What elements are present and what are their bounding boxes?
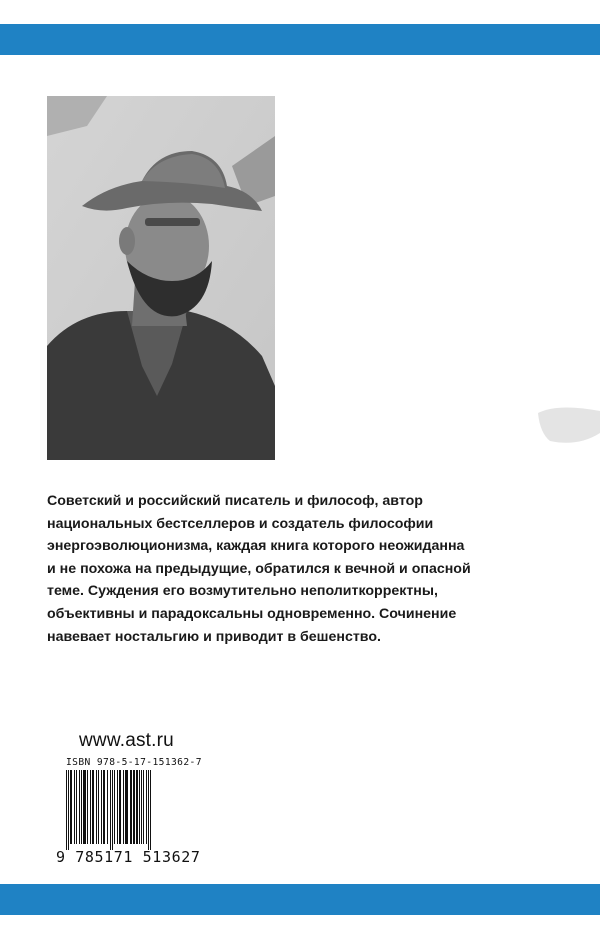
bottom-color-band <box>0 884 600 915</box>
description-line: теме. Суждения его возмутительно неполиткорректны, <box>47 583 438 600</box>
description-line: навевает ностальгию и приводит в бешенство. <box>47 628 381 645</box>
author-photo <box>47 96 275 460</box>
description-line: энергоэволюционизма, каждая книга которого неожиданна <box>47 538 465 555</box>
background-smudge <box>538 403 600 447</box>
description-line: Советский и российский писатель и философ, автор <box>47 493 423 509</box>
description-line: национальных бестселлеров и создатель философии <box>47 515 434 532</box>
description-line: и не похожа на предыдущие, обратился к вечной и опасной <box>47 560 471 577</box>
top-color-band <box>0 24 600 55</box>
barcode-digits: 9 785171 513627 <box>56 848 201 866</box>
isbn-label: ISBN 978-5-17-151362-7 <box>66 757 202 768</box>
author-description <box>47 490 477 648</box>
description-line: объективны и парадоксальны одновременно. Сочинение <box>47 605 457 622</box>
publisher-website: www.ast.ru <box>79 730 174 751</box>
